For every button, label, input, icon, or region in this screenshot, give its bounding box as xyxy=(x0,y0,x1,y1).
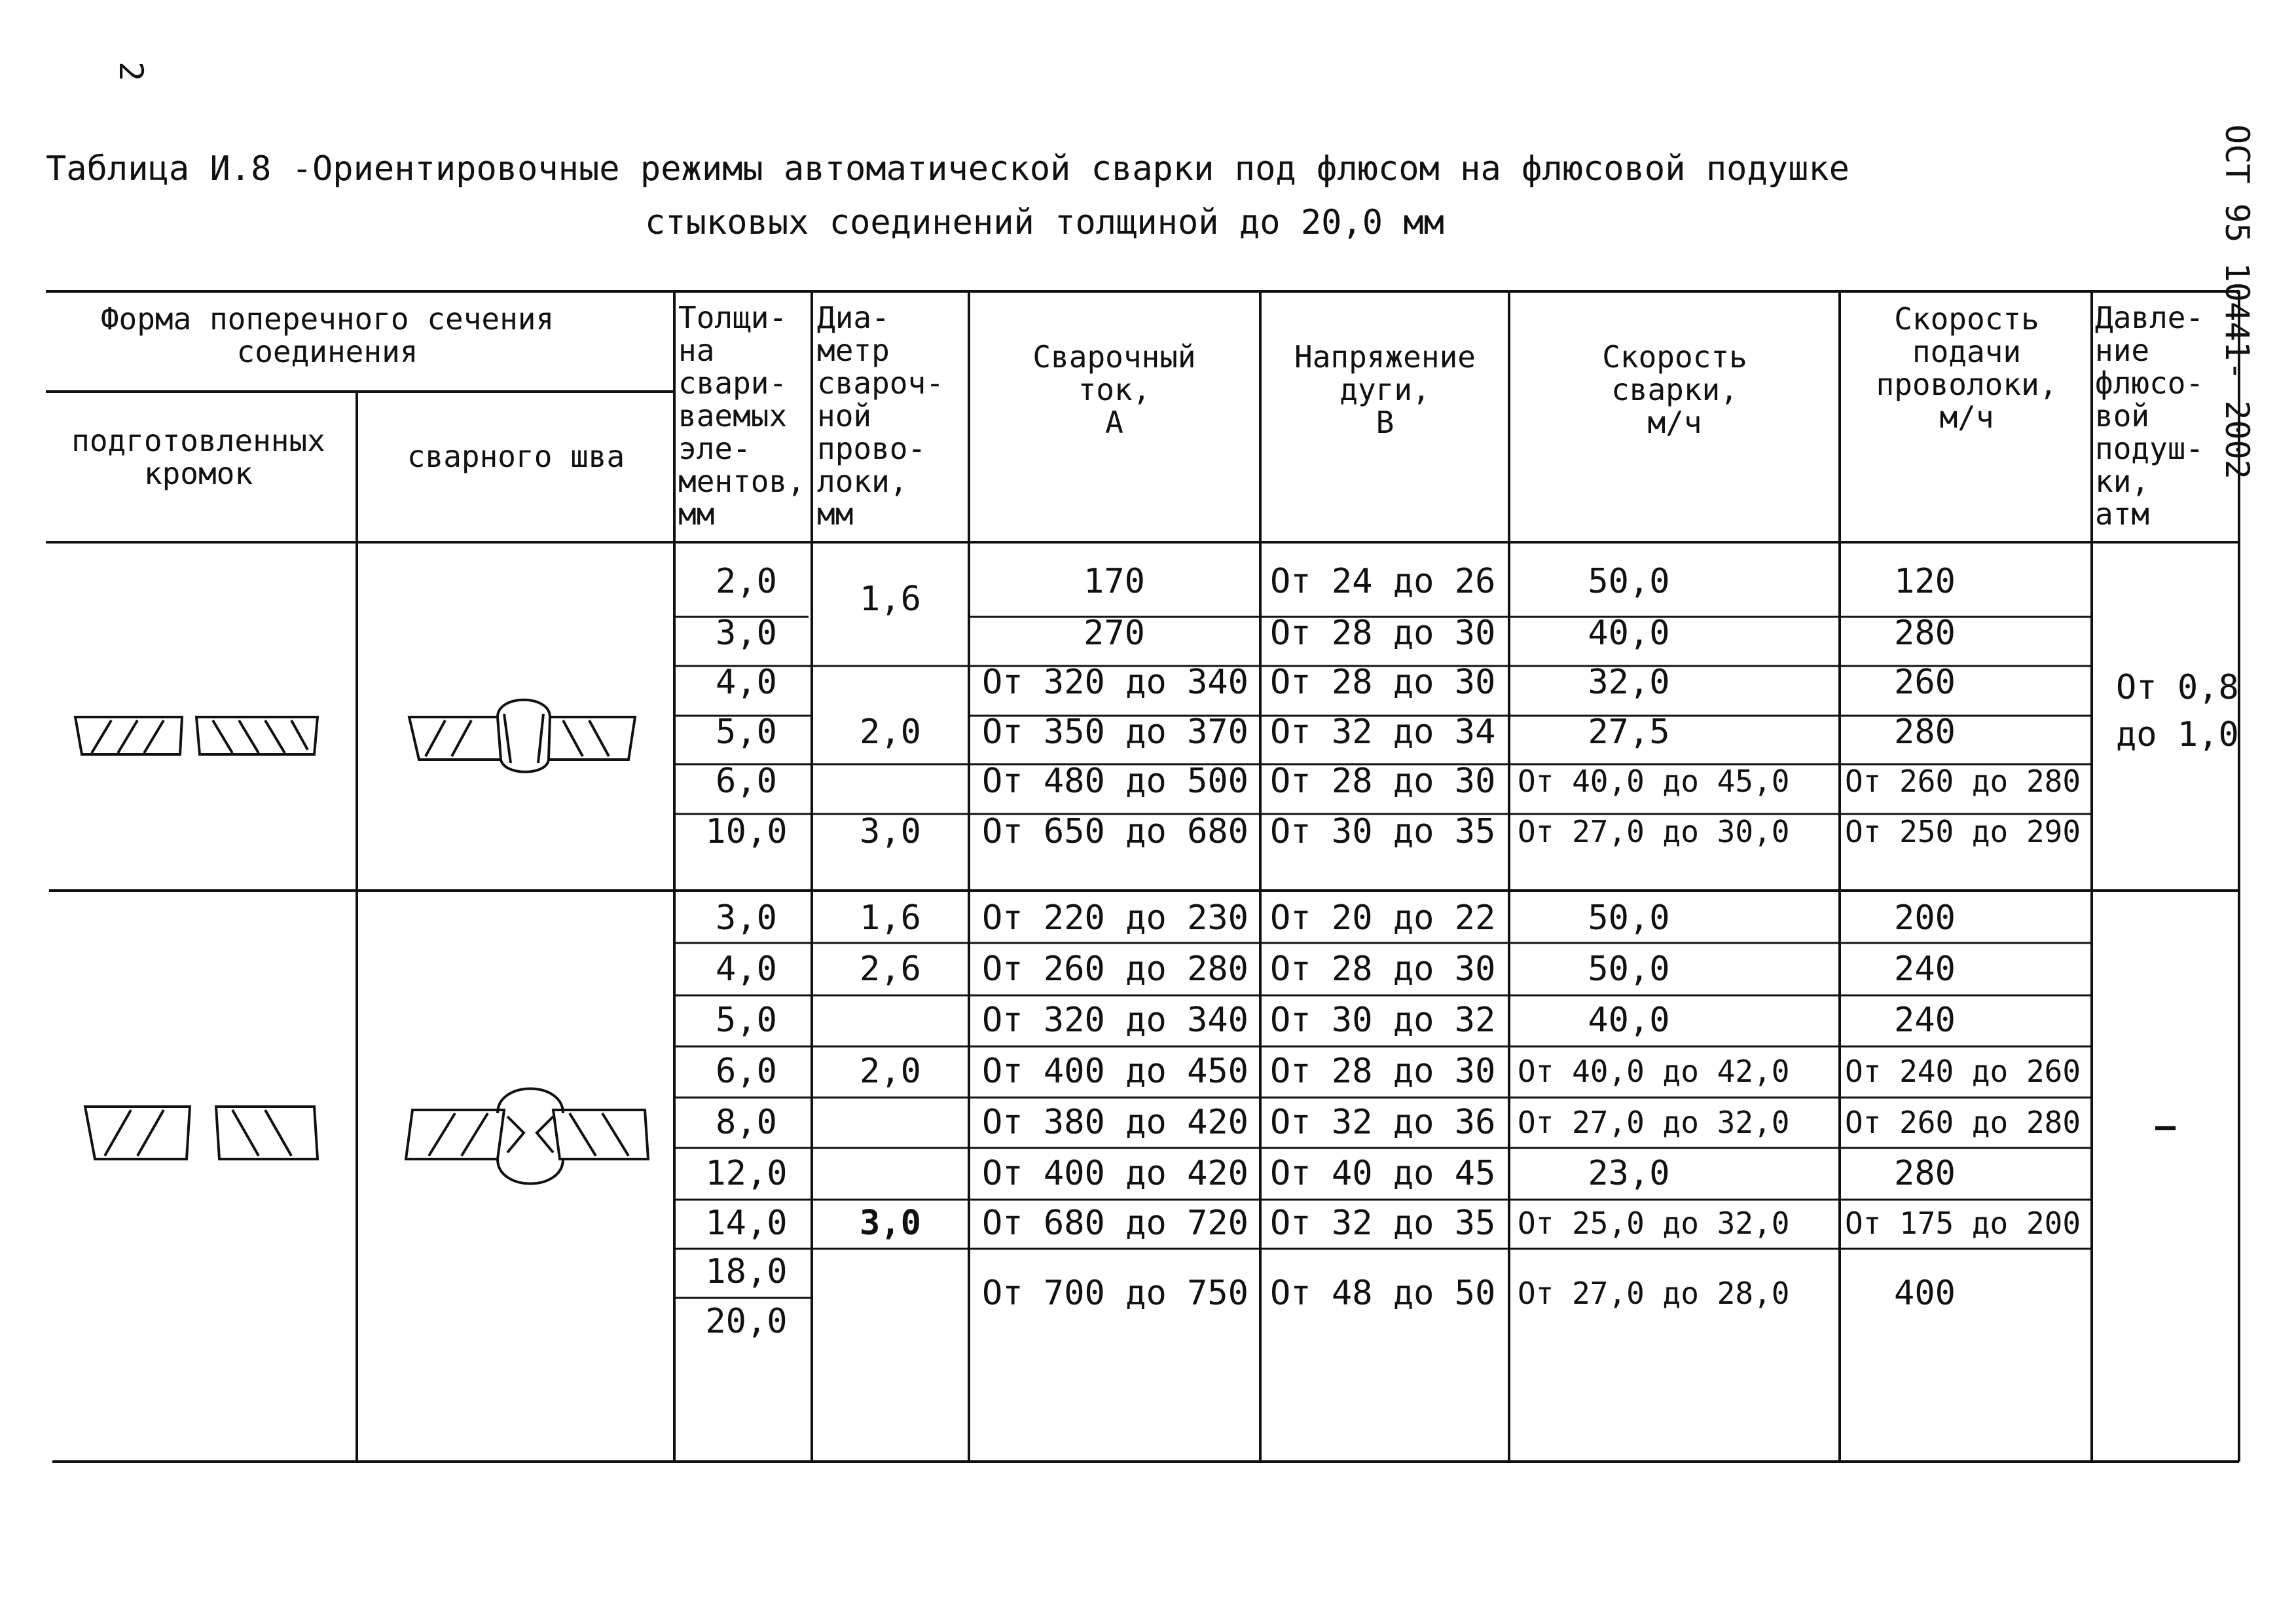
g2-voltage: От 32 до 35 xyxy=(1270,1204,1496,1243)
g2-speed: От 27,0 до 32,0 xyxy=(1518,1105,1790,1140)
g2-voltage: От 30 до 32 xyxy=(1270,1001,1496,1040)
g1-pressure: до 1,0 xyxy=(2116,715,2239,754)
g1-feed: От 250 до 290 xyxy=(1845,814,2081,849)
g1-voltage: От 28 до 30 xyxy=(1270,614,1496,653)
g2-feed: От 240 до 260 xyxy=(1845,1054,2081,1089)
header-current: Сварочный ток, А xyxy=(1032,339,1196,440)
g2-voltage: От 32 до 36 xyxy=(1270,1103,1496,1142)
g1-current: 270 xyxy=(1084,614,1145,653)
g1-thickness: 6,0 xyxy=(716,762,777,801)
page-number: 2 xyxy=(112,61,151,82)
weld-seam-drawing-2 xyxy=(406,1089,648,1184)
g2-thickness: 8,0 xyxy=(716,1103,777,1142)
g1-feed: 280 xyxy=(1894,614,1956,653)
g1-current: От 480 до 500 xyxy=(982,762,1248,801)
g2-speed: 23,0 xyxy=(1588,1154,1670,1193)
g1-speed: 27,5 xyxy=(1588,712,1670,752)
header-feed: Скорость подачи проволоки, м/ч xyxy=(1876,301,2058,435)
g1-diameter: 1,6 xyxy=(860,580,921,619)
g2-current: От 400 до 420 xyxy=(982,1154,1248,1193)
g1-current: От 320 до 340 xyxy=(982,663,1248,702)
g1-thickness: 5,0 xyxy=(716,712,777,752)
g1-speed: 50,0 xyxy=(1588,562,1670,601)
g1-speed: 40,0 xyxy=(1588,614,1670,653)
g1-feed: 280 xyxy=(1894,712,1956,752)
g2-current: От 220 до 230 xyxy=(982,898,1248,938)
g1-speed: От 40,0 до 45,0 xyxy=(1518,764,1790,799)
g1-feed: От 260 до 280 xyxy=(1845,764,2081,799)
g2-diameter: 1,6 xyxy=(860,898,921,938)
g2-current: От 400 до 450 xyxy=(982,1052,1248,1091)
g2-thickness: 20,0 xyxy=(705,1302,788,1341)
g2-thickness: 6,0 xyxy=(716,1052,777,1091)
g2-feed: 280 xyxy=(1894,1154,1956,1193)
g2-speed: 50,0 xyxy=(1588,950,1670,989)
document-code: ОСТ 95 10441- 2002 xyxy=(2218,124,2256,479)
g1-voltage: От 28 до 30 xyxy=(1270,762,1496,801)
g2-feed: 240 xyxy=(1894,1001,1956,1040)
g2-pressure: – xyxy=(2155,1107,2176,1146)
g2-thickness: 5,0 xyxy=(716,1001,777,1040)
g2-thickness: 18,0 xyxy=(705,1252,788,1291)
g1-voltage: От 32 до 34 xyxy=(1270,712,1496,752)
g2-voltage: От 40 до 45 xyxy=(1270,1154,1496,1193)
g2-speed: От 27,0 до 28,0 xyxy=(1518,1276,1790,1311)
g2-feed: 400 xyxy=(1894,1274,1956,1313)
g1-pressure: От 0,8 xyxy=(2116,668,2239,707)
g1-feed: 260 xyxy=(1894,663,1956,702)
g2-voltage: От 48 до 50 xyxy=(1270,1274,1496,1313)
header-shape-group: Форма поперечного сечения соединения xyxy=(100,301,555,369)
g2-feed: От 175 до 200 xyxy=(1845,1206,2081,1241)
g2-thickness: 3,0 xyxy=(716,898,777,938)
g2-diameter: 2,0 xyxy=(860,1052,921,1091)
g2-diameter: 3,0 xyxy=(860,1204,921,1243)
g2-current: От 260 до 280 xyxy=(982,950,1248,989)
g1-voltage: От 24 до 26 xyxy=(1270,562,1496,601)
g2-voltage: От 28 до 30 xyxy=(1270,950,1496,989)
g2-voltage: От 28 до 30 xyxy=(1270,1052,1496,1091)
g2-thickness: 14,0 xyxy=(705,1204,788,1243)
g2-feed: 240 xyxy=(1894,950,1956,989)
g1-voltage: От 30 до 35 xyxy=(1270,812,1496,851)
g1-thickness: 3,0 xyxy=(716,614,777,653)
g2-speed: 40,0 xyxy=(1588,1001,1670,1040)
header-weld-seam: сварного шва xyxy=(407,439,625,474)
table-title: Таблица И.8 -Ориентировочные режимы автоматической сварки под флюсом на флюсовой подушке xyxy=(46,149,1850,189)
g1-current: От 650 до 680 xyxy=(982,812,1248,851)
g2-speed: 50,0 xyxy=(1588,898,1670,938)
g2-voltage: От 20 до 22 xyxy=(1270,898,1496,938)
g2-current: От 380 до 420 xyxy=(982,1103,1248,1142)
g1-feed: 120 xyxy=(1894,562,1956,601)
header-voltage: Напряжение дуги, В xyxy=(1294,339,1476,440)
header-wire-diameter: Диа- метр свароч- ной прово- локи, мм xyxy=(817,300,944,532)
g1-speed: 32,0 xyxy=(1588,663,1670,702)
g2-current: От 320 до 340 xyxy=(982,1001,1248,1040)
g1-voltage: От 28 до 30 xyxy=(1270,663,1496,702)
g2-current: От 700 до 750 xyxy=(982,1274,1248,1313)
g1-thickness: 2,0 xyxy=(716,562,777,601)
g2-feed: От 260 до 280 xyxy=(1845,1105,2081,1140)
g1-thickness: 10,0 xyxy=(705,812,788,851)
g1-current: 170 xyxy=(1084,562,1145,601)
edge-prep-drawing-2 xyxy=(85,1107,318,1159)
g1-diameter: 2,0 xyxy=(860,712,921,752)
g1-thickness: 4,0 xyxy=(716,663,777,702)
g2-thickness: 4,0 xyxy=(716,950,777,989)
g1-diameter: 3,0 xyxy=(860,812,921,851)
g2-thickness: 12,0 xyxy=(705,1154,788,1193)
edge-prep-drawing-1 xyxy=(75,717,318,754)
g2-current: От 680 до 720 xyxy=(982,1204,1248,1243)
header-speed: Скорость сварки, м/ч xyxy=(1602,339,1747,440)
g2-feed: 200 xyxy=(1894,898,1956,938)
header-prepared-edges: подготовленных кромок xyxy=(71,423,325,491)
header-thickness: Толщи- на свари- ваемых эле- ментов, мм xyxy=(678,300,805,532)
g2-speed: От 25,0 до 32,0 xyxy=(1518,1206,1790,1241)
g1-current: От 350 до 370 xyxy=(982,712,1248,752)
g2-diameter: 2,6 xyxy=(860,950,921,989)
header-pressure: Давле- ние флюсо- вой подуш- ки, атм xyxy=(2095,300,2204,532)
weld-seam-drawing-1 xyxy=(409,700,635,772)
g1-speed: От 27,0 до 30,0 xyxy=(1518,814,1790,849)
table-subtitle: стыковых соединений толщиной до 20,0 мм xyxy=(645,203,1444,242)
g2-speed: От 40,0 до 42,0 xyxy=(1518,1054,1790,1089)
